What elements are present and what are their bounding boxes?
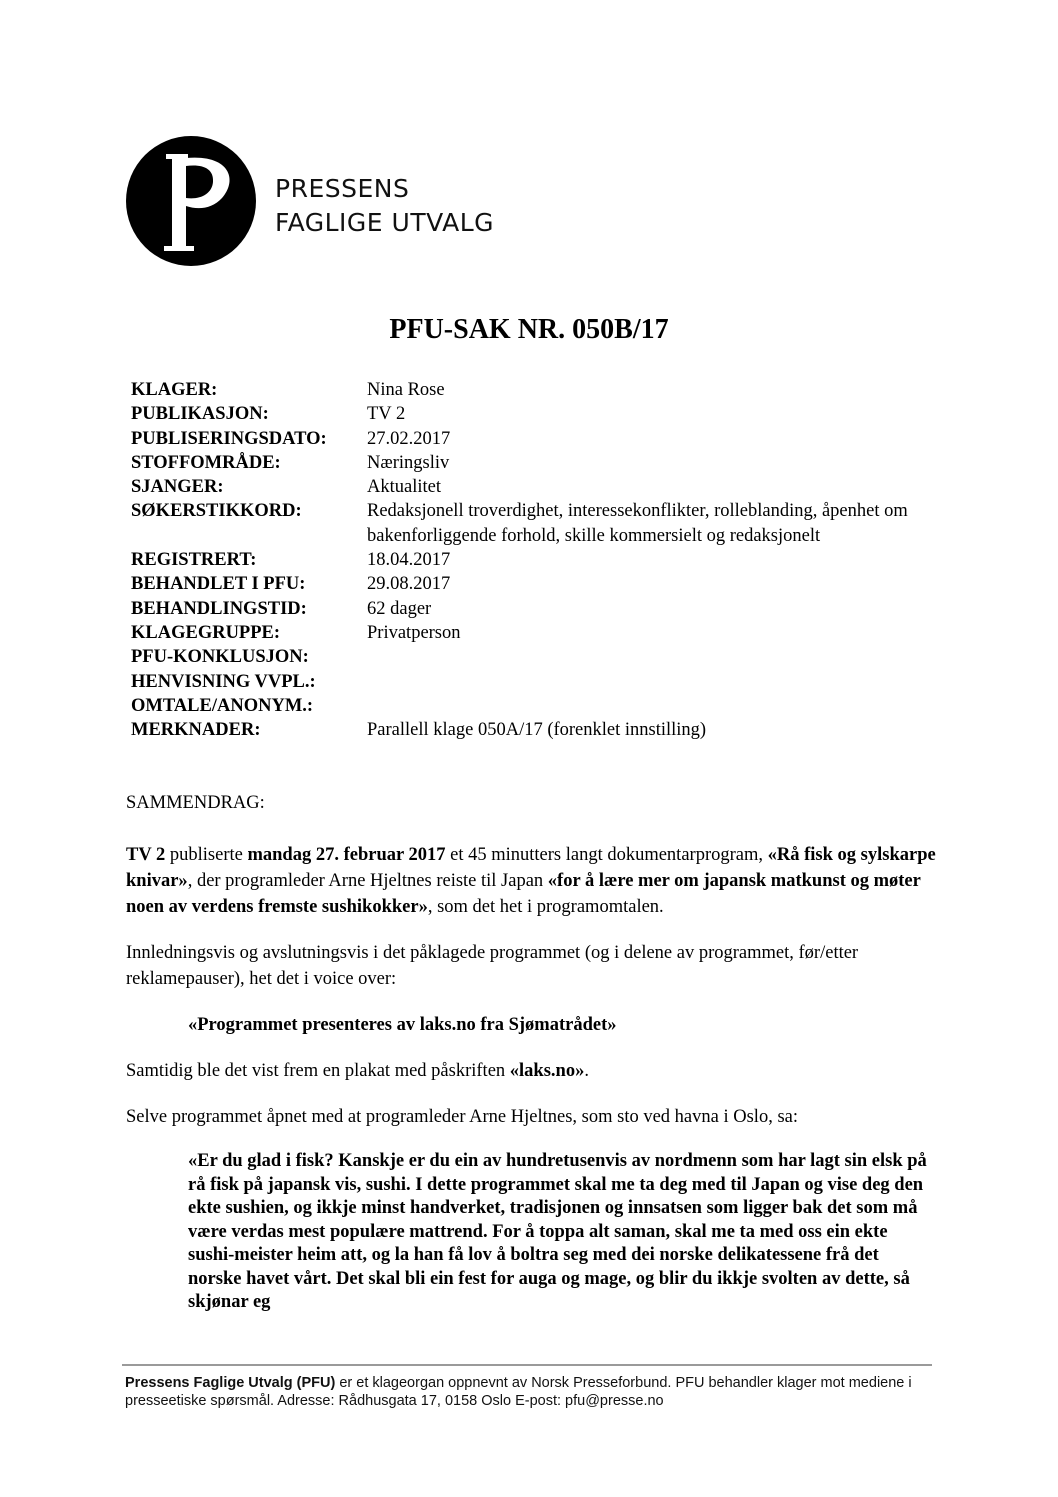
meta-label: KLAGER: (131, 380, 218, 400)
meta-label: OMTALE/ANONYM.: (131, 695, 314, 716)
text-bold: «for å lære mer om japansk matkunst og møter noen av verdens fremste sushikokker» (126, 871, 921, 917)
meta-label: PUBLIKASJON: (131, 404, 269, 425)
meta-value: Parallell klage 050A/17 (forenklet innstilling) (367, 720, 707, 741)
page-footer (125, 1374, 935, 1410)
meta-row-sokerstikkord (131, 499, 921, 548)
org-name-line1: PRESSENS (275, 174, 410, 203)
pfu-logo (126, 136, 256, 266)
meta-label: MERKNADER: (131, 720, 261, 741)
meta-label: PFU-KONKLUSJON: (131, 647, 309, 668)
text: . (584, 1061, 589, 1081)
org-name (275, 172, 494, 240)
paragraph-voice-over: Innledningsvis og avslutningsvis i det påklagede programmet (og i delene av programmet, før/etter reklamepauser), het det i voice over: (126, 943, 859, 989)
meta-label: BEHANDLINGSTID: (131, 598, 307, 619)
program-title: «Rå fisk og sylskarpe knivar» (126, 845, 936, 891)
org-name-line2: FAGLIGE UTVALG (275, 208, 495, 237)
paragraph-poster (126, 1058, 936, 1084)
meta-label: SØKERSTIKKORD: (131, 501, 302, 522)
meta-row-sjanger (131, 475, 921, 499)
meta-label: STOFFOMRÅDE: (131, 452, 281, 473)
quote-opening: «Er du glad i fisk? Kanskje er du ein av hundretusenvis av nordmenn som har lagt sin elsk på rå fisk på japansk vis, sushi. I dette programmet skal me ta deg med til Japan og vise deg den ekte sushien, og ikkje minst handverket, tradisjonen og innsatsen som ligger bak det som må være verdas mest populære mattrend. For å toppa alt saman, skal me ta med oss ein ekte sushi-meister heim att, og la han få lov å boltra seg med dei norske delikatessene frå det norske havet vårt. Det skal bli ein fest for auga og mage, og blir du ikkje svolten av dette, så skjønar eg (188, 1151, 927, 1312)
meta-value (367, 694, 921, 718)
footer-bold: Pressens Faglige Utvalg (PFU) (125, 1375, 336, 1391)
quote-voice-over: «Programmet presenteres av laks.no fra Sjømatrådet» (188, 1015, 617, 1035)
meta-row-henvisning (131, 670, 921, 694)
meta-label: SJANGER: (131, 477, 224, 498)
document-body (126, 790, 936, 1335)
case-metadata (131, 378, 921, 742)
meta-value: Aktualitet (367, 477, 441, 498)
paragraph-opening: Selve programmet åpnet med at programleder Arne Hjeltnes, som sto ved havna i Oslo, sa: (126, 1107, 798, 1127)
text-bold: «laks.no» (509, 1061, 585, 1081)
footer-divider (122, 1364, 932, 1366)
meta-label: BEHANDLET I PFU: (131, 574, 306, 595)
text: , der programleder Arne Hjeltnes reiste til Japan (187, 871, 548, 891)
meta-row-konklusjon (131, 645, 921, 669)
meta-label: REGISTRERT: (131, 550, 257, 571)
meta-value: 27.02.2017 (367, 428, 451, 449)
meta-row-klager (131, 378, 921, 402)
text: , som det het i programomtalen. (427, 897, 664, 917)
footer-text: er et klageorgan oppnevnt av Norsk Presseforbund. PFU behandler klager mot mediene i presseetiske spørsmål. Adresse: Rådhusgata 17, 0158 Oslo E-post: pfu@presse.no (125, 1375, 912, 1409)
meta-value: Privatperson (367, 622, 461, 643)
meta-row-klagegruppe (131, 621, 921, 645)
meta-row-publiseringsdato (131, 427, 921, 451)
meta-row-publikasjon (131, 402, 921, 426)
text: publiserte (165, 845, 248, 865)
text-bold: TV 2 (126, 845, 166, 865)
text: et 45 minutters langt dokumentarprogram, (445, 845, 768, 865)
text: Samtidig ble det vist frem en plakat med påskriften (126, 1061, 510, 1081)
meta-value: 18.04.2017 (367, 550, 451, 571)
meta-label: HENVISNING VVPL.: (131, 671, 316, 692)
meta-value: Nina Rose (367, 380, 445, 400)
meta-value: Redaksjonell troverdighet, interessekonflikter, rolleblanding, åpenhet om bakenforliggende forhold, skille kommersielt og redaksjonelt (367, 501, 908, 546)
meta-value: 29.08.2017 (367, 574, 451, 595)
case-title: PFU-SAK NR. 050B/17 (389, 314, 669, 345)
meta-value (367, 670, 921, 694)
meta-row-behandlet (131, 572, 921, 596)
meta-label: KLAGEGRUPPE: (131, 622, 281, 643)
meta-value (367, 645, 921, 669)
text-bold: mandag 27. februar 2017 (247, 845, 446, 865)
meta-label: PUBLISERINGSDATO: (131, 428, 327, 449)
meta-value: TV 2 (367, 404, 406, 425)
paragraph-intro (126, 842, 936, 920)
meta-value: 62 dager (367, 598, 432, 619)
meta-row-stoffomrade (131, 451, 921, 475)
meta-value: Næringsliv (367, 452, 450, 473)
meta-row-omtale (131, 694, 921, 718)
summary-heading: SAMMENDRAG: (126, 793, 265, 813)
meta-row-merknader (131, 718, 921, 742)
meta-row-registrert (131, 548, 921, 572)
meta-row-behandlingstid (131, 597, 921, 621)
